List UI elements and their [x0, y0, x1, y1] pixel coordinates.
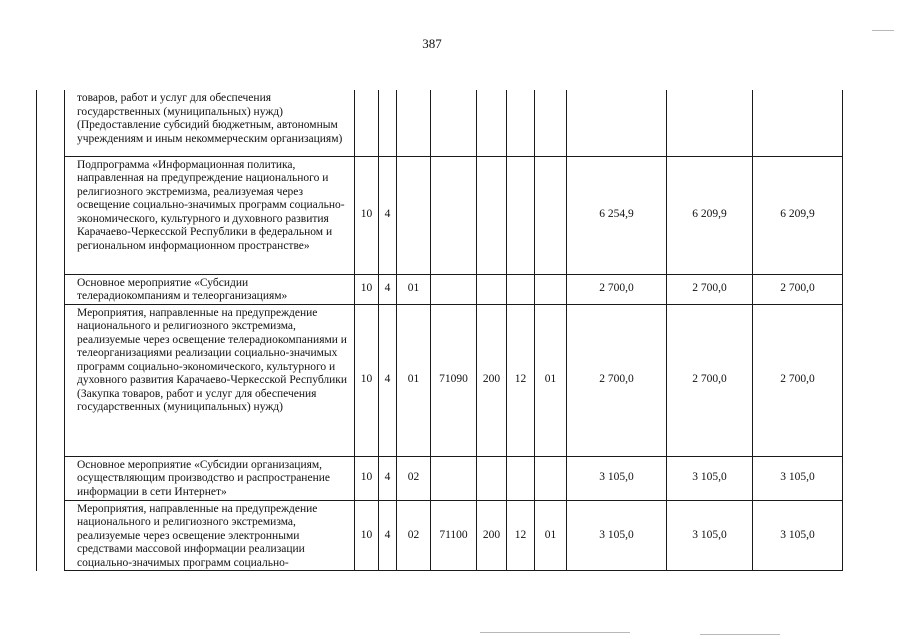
code-cell-c1: 10: [355, 274, 379, 304]
table-row: [37, 90, 843, 156]
amount-cell-y2: 2 700,0: [667, 274, 753, 304]
row-name: Мероприятия, направленные на предупреждение национального и религиозного экстремизма, реализуемые через освещение телерадиокомпаниями и телеорганизациями реализации социально-значимых программ социально-экономического, культурного и духовного развития Карачаево-Черкесской Республики (Закупка товаров, работ и услуг для обеспечения государственных (муниципальных) нужд): [65, 304, 355, 456]
code-cell-c2: 4: [379, 456, 397, 500]
amount-cell-y3: 3 105,0: [753, 456, 843, 500]
code-cell-c1: 10: [355, 456, 379, 500]
table-row: [37, 274, 843, 304]
code-cell-c3: 01: [397, 274, 431, 304]
amount-cell-y3: 2 700,0: [753, 274, 843, 304]
code-cell-c6: 12: [507, 500, 535, 571]
code-cell-c2: 4: [379, 500, 397, 571]
code-cell-c2: [379, 90, 397, 156]
code-cell-c7: 01: [535, 304, 567, 456]
code-cell-c7: [535, 156, 567, 274]
code-cell-c5: [477, 456, 507, 500]
code-cell-c5: [477, 90, 507, 156]
table-row: [37, 500, 843, 571]
code-cell-c5: [477, 156, 507, 274]
amount-cell-y2: 3 105,0: [667, 500, 753, 571]
code-cell-c6: [507, 90, 535, 156]
amount-cell-y1: 2 700,0: [567, 274, 667, 304]
code-cell-c4: [431, 274, 477, 304]
code-cell-c1: 10: [355, 500, 379, 571]
amount-cell-y2: 2 700,0: [667, 304, 753, 456]
budget-table: [36, 90, 843, 571]
row-margin-cell: [37, 500, 65, 571]
code-cell-c3: [397, 156, 431, 274]
scan-artifact: [700, 634, 780, 635]
code-cell-c6: [507, 156, 535, 274]
code-cell-c4: [431, 90, 477, 156]
table-row: [37, 456, 843, 500]
code-cell-c7: [535, 274, 567, 304]
table-row: [37, 304, 843, 456]
code-cell-c6: [507, 274, 535, 304]
row-name: Основное мероприятие «Субсидии телерадиокомпаниям и телеорганизациям»: [65, 274, 355, 304]
code-cell-c1: 10: [355, 156, 379, 274]
code-cell-c6: [507, 456, 535, 500]
code-cell-c2: 4: [379, 304, 397, 456]
amount-cell-y1: 3 105,0: [567, 456, 667, 500]
scan-artifact: [480, 632, 630, 633]
table-row: [37, 156, 843, 274]
amount-cell-y2: 3 105,0: [667, 456, 753, 500]
code-cell-c6: 12: [507, 304, 535, 456]
amount-cell-y1: 2 700,0: [567, 304, 667, 456]
row-name: Мероприятия, направленные на предупреждение национального и религиозного экстремизма, реализуемые через освещение электронными средствами массовой информации реализации социально-значимых программ социально-: [65, 500, 355, 571]
row-name: Подпрограмма «Информационная политика, направленная на предупреждение национального и религиозного экстремизма, реализуемая через освещение социально-значимых программ социально-экономического, культурного и духовного развития Карачаево-Черкесской Республики в федеральном и региональном информационном пространстве»: [65, 156, 355, 274]
code-cell-c3: [397, 90, 431, 156]
code-cell-c1: [355, 90, 379, 156]
row-name: товаров, работ и услуг для обеспечения государственных (муниципальных) нужд) (Предоставление субсидий бюджетным, автономным учреждениям и иным некоммерческим организациям): [65, 90, 355, 156]
amount-cell-y3: 2 700,0: [753, 304, 843, 456]
code-cell-c3: 01: [397, 304, 431, 456]
amount-cell-y1: [567, 90, 667, 156]
amount-cell-y3: 6 209,9: [753, 156, 843, 274]
code-cell-c5: [477, 274, 507, 304]
code-cell-c3: 02: [397, 500, 431, 571]
amount-cell-y2: [667, 90, 753, 156]
row-margin-cell: [37, 456, 65, 500]
amount-cell-y1: 6 254,9: [567, 156, 667, 274]
code-cell-c4: 71100: [431, 500, 477, 571]
code-cell-c4: 71090: [431, 304, 477, 456]
row-margin-cell: [37, 304, 65, 456]
amount-cell-y2: 6 209,9: [667, 156, 753, 274]
code-cell-c1: 10: [355, 304, 379, 456]
row-margin-cell: [37, 156, 65, 274]
amount-cell-y3: [753, 90, 843, 156]
code-cell-c7: [535, 90, 567, 156]
code-cell-c4: [431, 156, 477, 274]
row-name: Основное мероприятие «Субсидии организациям, осуществляющим производство и распространение информации в сети Интернет»: [65, 456, 355, 500]
row-margin-cell: [37, 90, 65, 156]
code-cell-c5: 200: [477, 304, 507, 456]
scan-artifact: [872, 30, 894, 31]
row-margin-cell: [37, 274, 65, 304]
page-number: 387: [422, 36, 442, 51]
code-cell-c7: 01: [535, 500, 567, 571]
code-cell-c2: 4: [379, 274, 397, 304]
code-cell-c5: 200: [477, 500, 507, 571]
code-cell-c2: 4: [379, 156, 397, 274]
code-cell-c4: [431, 456, 477, 500]
amount-cell-y1: 3 105,0: [567, 500, 667, 571]
code-cell-c7: [535, 456, 567, 500]
amount-cell-y3: 3 105,0: [753, 500, 843, 571]
code-cell-c3: 02: [397, 456, 431, 500]
